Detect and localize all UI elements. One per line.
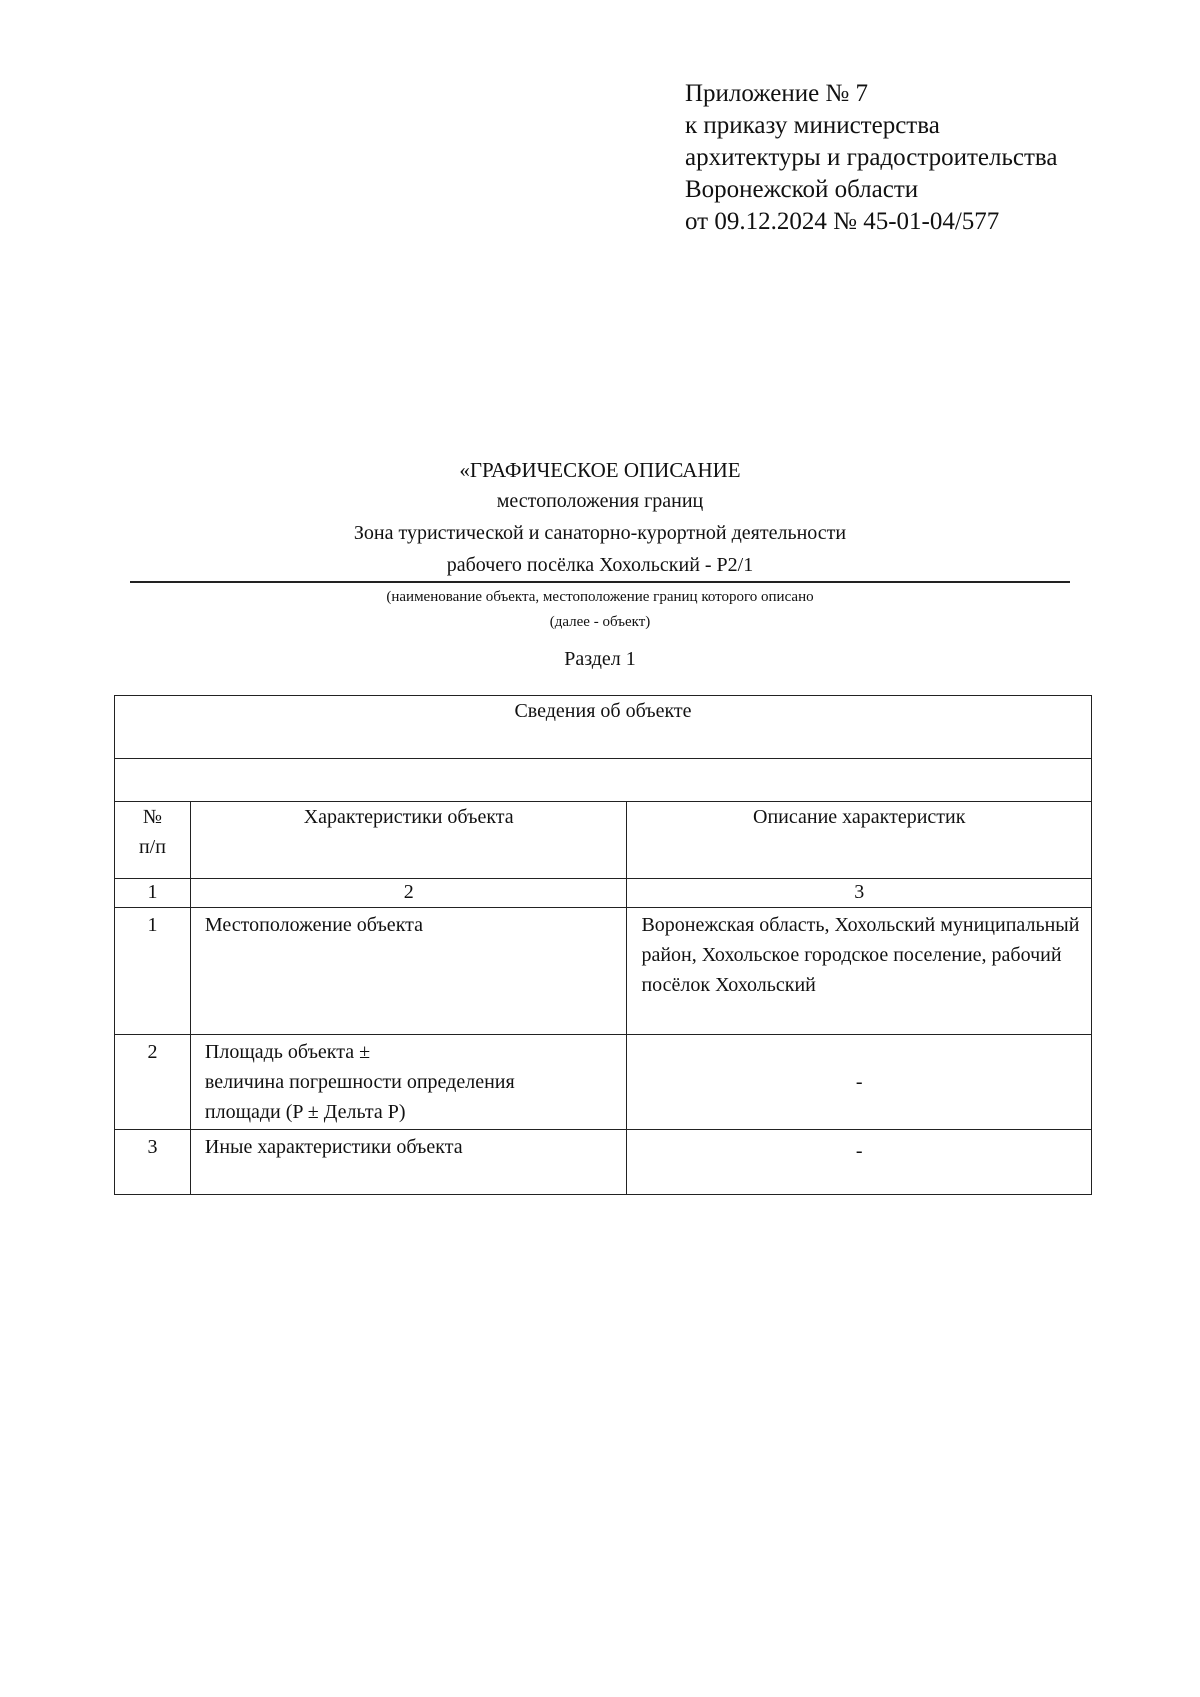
table-row <box>115 1035 1092 1130</box>
appendix-line: от 09.12.2024 № 45-01-04/577 <box>685 208 1000 235</box>
row-description: Воронежская область, Хохольский муниципальный район, Хохольское городское поселение, рабочий посёлок Хохольский <box>627 908 1092 1035</box>
column-header-number-line: № <box>142 806 162 828</box>
row-characteristic <box>190 1035 627 1130</box>
row-characteristic-line: Площадь объекта ± <box>204 1041 371 1063</box>
underline-caption <box>130 585 1070 635</box>
row-characteristic-line: площади (P ± Дельта P) <box>204 1101 406 1123</box>
caption-line: (наименование объекта, местоположение границ которого описано <box>386 589 814 605</box>
document-title-block <box>130 455 1070 673</box>
appendix-line: архитектуры и градостроительства <box>685 144 1058 171</box>
column-index: 3 <box>627 879 1092 908</box>
row-number: 2 <box>115 1035 191 1130</box>
column-header-characteristics: Характеристики объекта <box>190 802 627 879</box>
row-description: - <box>627 1035 1092 1130</box>
appendix-block <box>685 78 1057 238</box>
row-description: - <box>627 1130 1092 1195</box>
title-subline: местоположения границ <box>496 490 704 512</box>
column-index: 1 <box>115 879 191 908</box>
row-characteristic: Местоположение объекта <box>190 908 627 1035</box>
column-index-row <box>115 879 1092 908</box>
object-name-line: Зона туристической и санаторно-курортной деятельности <box>353 522 847 544</box>
row-number: 1 <box>115 908 191 1035</box>
column-header-row <box>115 802 1092 879</box>
row-characteristic-line: величина погрешности определения <box>204 1071 515 1093</box>
table-empty-row <box>115 759 1092 802</box>
table-row <box>115 1130 1092 1195</box>
table-header-row <box>115 696 1092 759</box>
row-characteristic: Иные характеристики объекта <box>190 1130 627 1195</box>
caption-line: (далее - объект) <box>549 614 651 630</box>
empty-cell <box>115 759 1092 802</box>
section-heading: Раздел 1 <box>564 648 636 670</box>
column-header-description: Описание характеристик <box>627 802 1092 879</box>
table-header: Сведения об объекте <box>115 696 1092 759</box>
column-header-number <box>115 802 191 879</box>
appendix-line: Воронежской области <box>685 176 919 203</box>
title-underline <box>130 581 1070 583</box>
object-name-line: рабочего посёлка Хохольский - Р2/1 <box>446 554 754 576</box>
table-row <box>115 908 1092 1035</box>
object-info-table <box>114 695 1092 1195</box>
document-title: «ГРАФИЧЕСКОЕ ОПИСАНИЕ <box>459 458 741 482</box>
column-index: 2 <box>190 879 627 908</box>
appendix-line: Приложение № 7 <box>685 80 869 107</box>
appendix-line: к приказу министерства <box>685 112 940 139</box>
column-header-number-line: п/п <box>138 836 166 858</box>
row-number: 3 <box>115 1130 191 1195</box>
